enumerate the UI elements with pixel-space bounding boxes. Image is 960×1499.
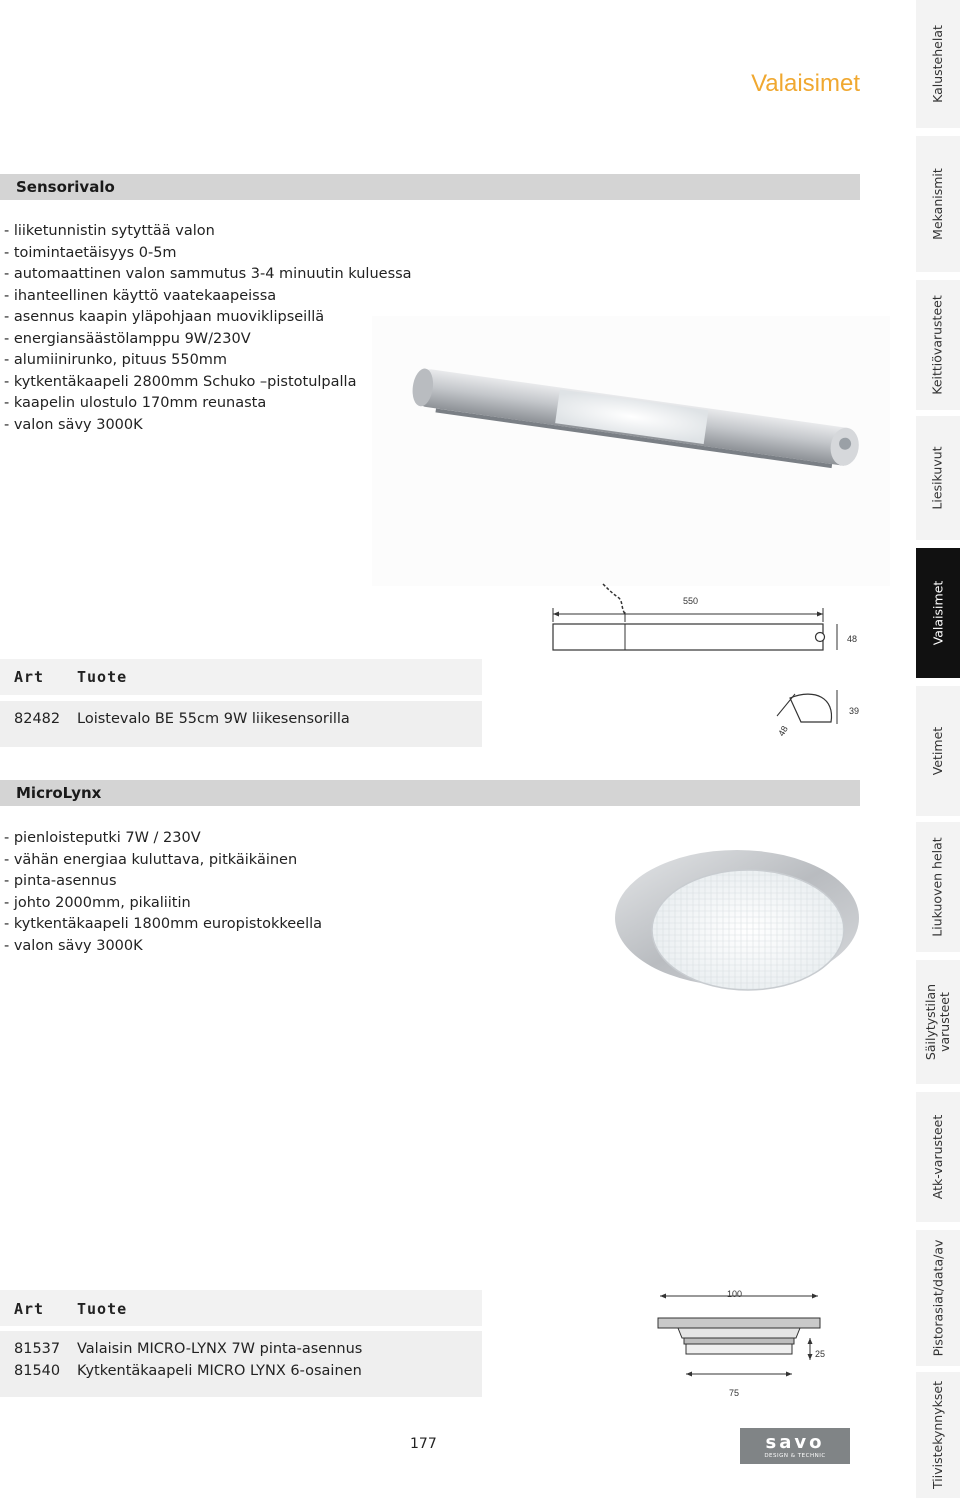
- column-header-tuote: Tuote: [77, 668, 128, 686]
- spec-line: - valon sävy 3000K: [4, 937, 143, 954]
- spec-line: - toimintaetäisyys 0-5m: [4, 244, 177, 261]
- side-tab-label: Kalustehelat: [930, 25, 946, 103]
- side-tab-label: Atk-varusteet: [930, 1114, 945, 1200]
- table-cell-art: 81540: [14, 1363, 61, 1379]
- spec-list-sensorivalo: [4, 221, 412, 436]
- side-tab-label: Keittiövarusteet: [930, 295, 946, 395]
- table-cell-tuote: Valaisin MICRO-LYNX 7W pinta-asennus: [77, 1341, 363, 1357]
- product-image-sensor-light: [372, 316, 890, 586]
- side-tab-label: Pistorasiat/data/av: [930, 1239, 945, 1357]
- spec-line: - alumiinirunko, pituus 550mm: [4, 352, 228, 368]
- spec-list-microlynx: [4, 828, 322, 957]
- spec-line: - asennus kaapin yläpohjaan muoviklipseillä: [4, 309, 325, 325]
- side-tab-label: Säilytystilan varusteet: [923, 983, 952, 1061]
- table-header: [0, 1290, 482, 1326]
- side-tab-valaisimet[interactable]: [916, 548, 960, 679]
- table-header: [0, 659, 482, 695]
- page-number: 177: [410, 1436, 437, 1452]
- page-title: Valaisimet: [751, 70, 860, 97]
- table-cell-art: 81537: [14, 1341, 61, 1357]
- spec-line: - ihanteellinen käyttö vaatekaapeissa: [4, 287, 277, 304]
- side-tab-keittiovarusteet[interactable]: [916, 280, 960, 411]
- section-header-bar: [0, 780, 860, 806]
- side-tab-label: Liesikuvut: [930, 446, 945, 510]
- dimension-label: 39: [849, 706, 860, 716]
- dimension-label: 550: [683, 596, 699, 606]
- spec-line: - pinta-asennus: [4, 873, 117, 889]
- product-image-microlynx: [612, 848, 862, 998]
- side-tab-liukuoven-helat[interactable]: [916, 822, 960, 953]
- spec-line: - johto 2000mm, pikaliitin: [4, 894, 191, 911]
- side-tab-pistorasiat[interactable]: [916, 1230, 960, 1367]
- table-cell-tuote: Kytkentäkaapeli MICRO LYNX 6-osainen: [77, 1363, 362, 1379]
- logo-tagline: DESIGN & TECHNIC: [764, 1453, 826, 1459]
- side-tab-tiivistekynnykset[interactable]: [916, 1372, 960, 1499]
- side-tab-sailytystilan-varusteet[interactable]: [916, 960, 960, 1085]
- column-header-art: Art: [14, 1300, 45, 1318]
- dimension-drawing-sensor-light: [545, 578, 865, 758]
- column-header-tuote: Tuote: [77, 1300, 128, 1318]
- side-tab-vetimet[interactable]: [916, 686, 960, 817]
- spec-line: - liiketunnistin sytyttää valon: [4, 223, 215, 239]
- spec-line: - energiansäästölamppu 9W/230V: [4, 330, 251, 347]
- logo-text: savo: [765, 1432, 825, 1453]
- spec-line: - valon sävy 3000K: [4, 416, 143, 433]
- side-tab-label: Valaisimet: [930, 580, 946, 646]
- side-tab-atk-varusteet[interactable]: [916, 1092, 960, 1223]
- spec-line: - kytkentäkaapeli 2800mm Schuko –pistotulpalla: [4, 373, 357, 390]
- spec-line: - kytkentäkaapeli 1800mm europistokkeella: [4, 916, 323, 932]
- section-header-bar: [0, 174, 860, 200]
- dimension-label: 75: [729, 1388, 740, 1398]
- spec-line: - automaattinen valon sammutus 3-4 minuutin kuluessa: [4, 266, 412, 282]
- side-tab-label: Vetimet: [930, 726, 946, 776]
- section-title-sensorivalo: Sensorivalo: [16, 178, 115, 196]
- side-tab-label: Liukuoven helat: [930, 837, 946, 937]
- side-tab-kalustehelat[interactable]: [916, 0, 960, 129]
- spec-line: - kaapelin ulostulo 170mm reunasta: [4, 395, 267, 411]
- dimension-label: 100: [727, 1289, 743, 1299]
- table-cell-tuote: Loistevalo BE 55cm 9W liikesensorilla: [77, 711, 350, 727]
- section-title-microlynx: MicroLynx: [16, 784, 102, 802]
- side-tab-label: Tiivistekynnykset: [930, 1381, 946, 1489]
- side-tab-liesikuvut[interactable]: [916, 416, 960, 541]
- spec-line: - vähän energiaa kuluttava, pitkäikäinen: [4, 851, 298, 868]
- side-tab-label: Mekanismit: [930, 168, 945, 240]
- brand-logo: [740, 1428, 850, 1464]
- dimension-label: 48: [847, 634, 858, 644]
- dimension-label: 48: [776, 724, 790, 738]
- table-cell-art: 82482: [14, 711, 61, 727]
- spec-line: - pienloisteputki 7W / 230V: [4, 830, 201, 846]
- column-header-art: Art: [14, 668, 45, 686]
- dimension-label: 25: [815, 1349, 826, 1359]
- side-tab-mekanismit[interactable]: [916, 136, 960, 273]
